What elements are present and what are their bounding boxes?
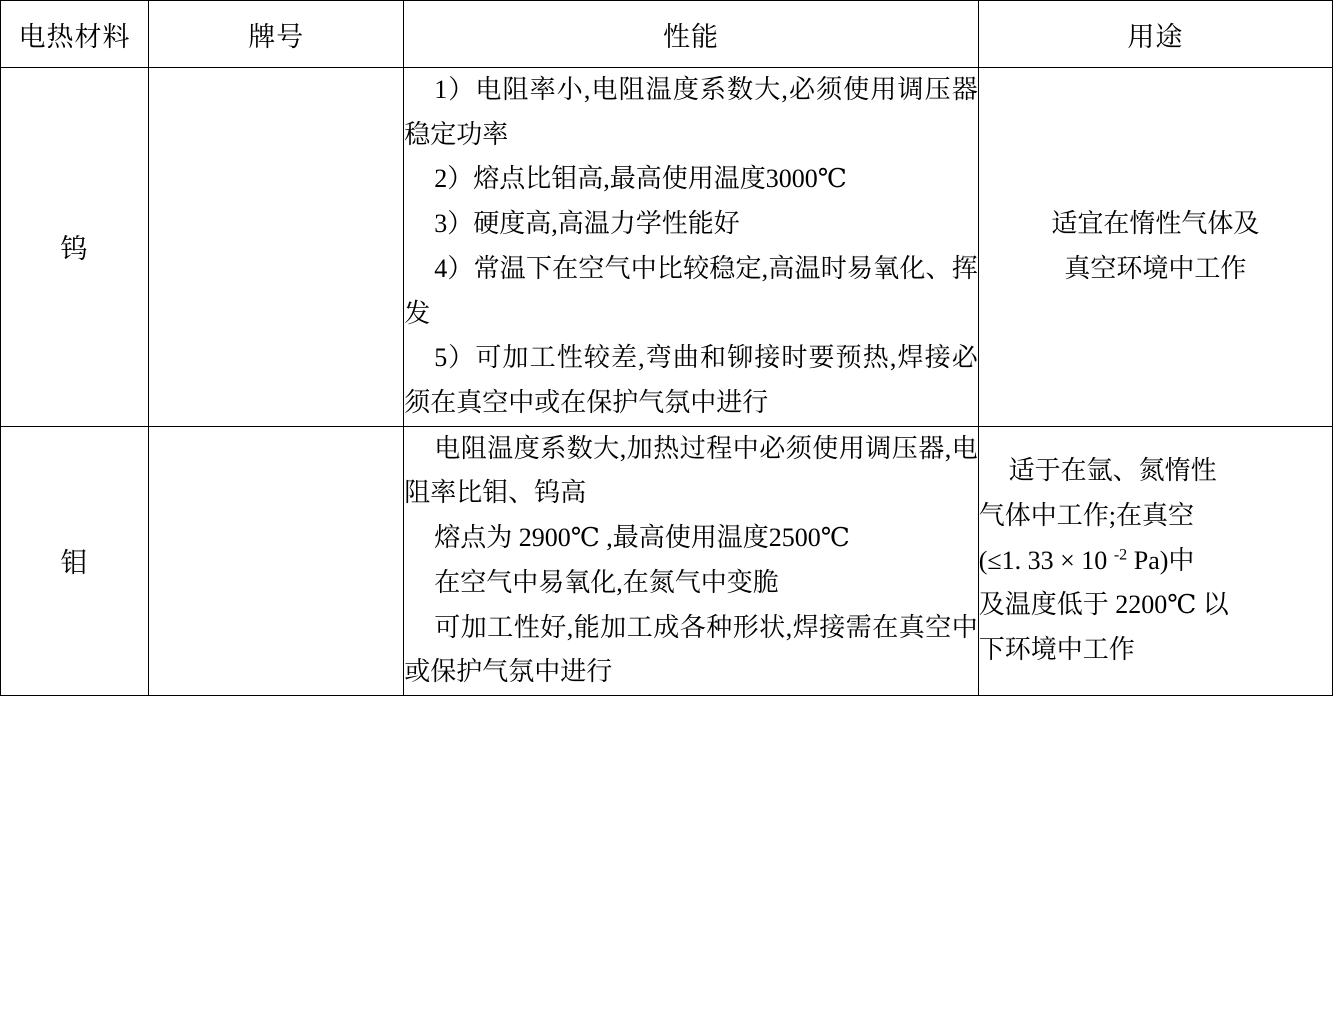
header-brand: 牌号 bbox=[149, 1, 404, 68]
use-line: 真空环境中工作 bbox=[1064, 253, 1247, 283]
table-header-row bbox=[1, 1, 1333, 68]
cell-material-molybdenum: 钼 bbox=[1, 426, 149, 695]
table-row bbox=[1, 426, 1333, 695]
cell-material-tungsten: 钨 bbox=[1, 68, 149, 427]
use-line: 适于在氩、氮惰性 bbox=[1008, 456, 1217, 486]
table-row bbox=[1, 68, 1333, 427]
performance-item: 熔点为 2900℃ ,最高使用温度2500℃ bbox=[434, 523, 850, 553]
performance-item: 4）常温下在空气中比较稳定,高温时易氧化、挥发 bbox=[404, 253, 978, 328]
performance-item: 在空气中易氧化,在氮气中变脆 bbox=[434, 567, 779, 597]
cell-use-tungsten bbox=[978, 68, 1332, 427]
use-line: 下环境中工作 bbox=[978, 634, 1135, 664]
performance-item: 电阻温度系数大,加热过程中必须使用调压器,电阻率比钼、钨高 bbox=[404, 433, 978, 508]
performance-item: 1）电阻率小,电阻温度系数大,必须使用调压器稳定功率 bbox=[404, 75, 978, 149]
performance-item: 2）熔点比钼高,最高使用温度3000℃ bbox=[434, 164, 847, 194]
performance-item: 5）可加工性较差,弯曲和铆接时要预热,焊接必须在真空中或在保护气氛中进行 bbox=[404, 343, 978, 418]
cell-performance-molybdenum bbox=[404, 426, 978, 695]
use-line: (≤1. 33 × 10 $^{-2}$ Pa)中 bbox=[978, 545, 1195, 575]
use-line: 气体中工作;在真空 bbox=[978, 500, 1194, 530]
performance-item: 可加工性好,能加工成各种形状,焊接需在真空中或保护气氛中进行 bbox=[404, 612, 978, 687]
cell-brand-molybdenum bbox=[149, 426, 404, 695]
header-material: 电热材料 bbox=[1, 1, 149, 68]
cell-performance-tungsten bbox=[404, 68, 978, 427]
cell-use-molybdenum bbox=[978, 426, 1332, 695]
performance-item: 3）硬度高,高温力学性能好 bbox=[434, 209, 740, 239]
use-line: 及温度低于 2200℃ 以 bbox=[978, 590, 1229, 620]
header-use: 用途 bbox=[978, 1, 1332, 68]
use-line: 适宜在惰性气体及 bbox=[1051, 209, 1260, 239]
header-performance: 性能 bbox=[404, 1, 978, 68]
cell-brand-tungsten bbox=[149, 68, 404, 427]
